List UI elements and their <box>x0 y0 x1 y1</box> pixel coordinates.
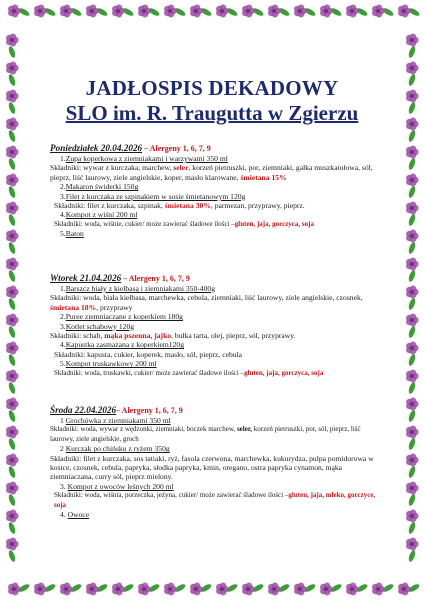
ingredients: Składniki: filet z kurczaka, sos tatiaki, ryż, fasola czerwona, marchewka, kukurydza, pulpa pomidorowa w kostce, czosnek, cebula, papryka, słodka papryka, kmin, oregano, ostra papryka cynamon, mąka ziemniaczana, curry sól, pieprz mielony. <box>50 453 374 482</box>
leaf-ornament <box>278 583 291 594</box>
flower-ornament <box>6 62 19 75</box>
dish-item: 4.Kapustka zasmażana z koperkiem120g <box>60 340 184 350</box>
leaf-ornament <box>122 583 135 594</box>
leaf-ornament <box>8 409 17 422</box>
leaf-ornament <box>44 7 57 18</box>
flower-ornament <box>242 5 255 18</box>
dish-item: 4.Kompot z wiśni 200 ml <box>60 210 138 220</box>
leaf-ornament <box>96 7 109 18</box>
flower-ornament <box>6 370 19 383</box>
flower-ornament <box>268 5 281 18</box>
leaf-ornament <box>330 583 343 594</box>
leaf-ornament <box>382 7 395 18</box>
flower-ornament <box>86 583 99 596</box>
school-name: SLO im. R. Traugutta w Zgierzu <box>65 101 359 125</box>
flower-ornament <box>190 583 203 596</box>
leaf-ornament <box>408 297 417 310</box>
flower-ornament <box>406 538 419 551</box>
day-wednesday <box>50 405 380 519</box>
flower-ornament <box>6 146 19 159</box>
flower-ornament <box>216 583 229 596</box>
flower-ornament <box>346 5 359 18</box>
leaf-ornament <box>408 157 417 170</box>
dish-item: 3. Kompot z owoców leśnych 200 ml <box>60 481 174 491</box>
day-heading: Wtorek 21.04.2026 – Alergeny 1, 6, 7, 9 <box>50 273 190 283</box>
dish-item: 1.Zupa koperkowa z ziemniakami i warzywami 350 ml <box>60 154 228 163</box>
flower-ornament <box>320 583 333 596</box>
leaf-ornament <box>174 7 187 18</box>
flower-ornament <box>406 286 419 299</box>
ingredients: Składniki: woda, wiśnie, cukier/ może zawierać śladowe ilości –gluten, jaja, gorczyca, soja <box>54 219 314 228</box>
flower-ornament <box>34 583 47 596</box>
leaf-ornament <box>8 465 17 478</box>
flower-ornament <box>112 5 125 18</box>
dish-item: 2 Kurczak po chińsku z ryżem 350g <box>60 444 170 454</box>
dish-item: 5.Baton <box>60 229 84 239</box>
leaf-ornament <box>8 185 17 198</box>
flower-ornament <box>242 583 255 596</box>
flower-ornament <box>320 5 333 18</box>
flower-ornament <box>6 342 19 355</box>
flower-ornament <box>406 62 419 75</box>
flower-ornament <box>406 398 419 411</box>
leaf-ornament <box>330 7 343 18</box>
leaf-ornament <box>8 325 17 338</box>
day-heading: Środa 22.04.2026– Alergeny 1, 6, 7, 9 <box>50 405 183 415</box>
leaf-ornament <box>408 185 417 198</box>
leaf-ornament <box>18 583 31 594</box>
flower-ornament <box>372 583 385 596</box>
dish-item: 1.Barszcz biały z kiełbasą i ziemniakami 350-400g <box>60 284 215 293</box>
leaf-ornament <box>70 583 83 594</box>
flower-ornament <box>268 583 281 596</box>
flower-ornament <box>190 5 203 18</box>
flower-ornament <box>406 454 419 467</box>
flower-ornament <box>406 426 419 439</box>
menu-title: JADŁOSPIS DEKADOWY <box>85 76 339 100</box>
leaf-ornament <box>8 353 17 366</box>
dish-item: 3.Filet z kurczaka ze szpinakiem w sosie śmietanowym 120g <box>60 191 246 201</box>
leaf-ornament <box>408 129 417 142</box>
leaf-ornament <box>8 437 17 450</box>
leaf-ornament <box>8 45 17 58</box>
leaf-ornament <box>226 583 239 594</box>
flower-ornament <box>346 583 359 596</box>
ingredients: Składniki: woda, wiśnia, porzeczka, jeżyna, cukier/ może zawierać śladowe ilości –gluten, jaja, mleko, gorczyce, soja <box>54 491 376 509</box>
flower-ornament <box>294 5 307 18</box>
leaf-ornament <box>408 493 417 506</box>
leaf-ornament <box>382 583 395 594</box>
leaf-ornament <box>252 583 265 594</box>
leaf-ornament <box>8 269 17 282</box>
ingredients: Składniki: woda, biała kiełbasa, marchewka, cebula, ziemniaki, liść laurowy, ziele angielskie, czosnek, śmietana 18%, przyprawy <box>50 293 363 312</box>
flower-ornament <box>6 482 19 495</box>
leaf-ornament <box>122 7 135 18</box>
flower-ornament <box>164 583 177 596</box>
leaf-ornament <box>408 213 417 226</box>
dish-item: 5.Kompot truskawkowy 200 ml <box>60 359 157 369</box>
leaf-ornament <box>200 7 213 18</box>
flower-ornament <box>164 5 177 18</box>
flower-ornament <box>60 583 73 596</box>
flower-ornament <box>6 258 19 271</box>
leaf-ornament <box>252 7 265 18</box>
day-heading: Poniedziałek 20.04.2026 – Alergeny 1, 6, 7, 9 <box>50 143 211 153</box>
leaf-ornament <box>18 7 31 18</box>
flower-ornament <box>372 5 385 18</box>
leaf-ornament <box>8 493 17 506</box>
leaf-ornament <box>44 583 57 594</box>
leaf-ornament <box>304 583 317 594</box>
leaf-ornament <box>408 549 417 562</box>
flower-ornament <box>6 230 19 243</box>
flower-ornament <box>406 482 419 495</box>
flower-ornament <box>406 342 419 355</box>
leaf-ornament <box>174 583 187 594</box>
leaf-ornament <box>148 7 161 18</box>
flower-ornament <box>6 314 19 327</box>
leaf-ornament <box>408 583 421 594</box>
flower-ornament <box>406 370 419 383</box>
flower-ornament <box>138 583 151 596</box>
leaf-ornament <box>356 7 369 18</box>
dish-item: 2.Makaron świderki 150g <box>60 182 139 192</box>
leaf-ornament <box>408 45 417 58</box>
flower-ornament <box>138 5 151 18</box>
day-monday <box>50 143 380 239</box>
flower-ornament <box>60 5 73 18</box>
flower-ornament <box>406 34 419 47</box>
flower-ornament <box>6 174 19 187</box>
ingredients: Składniki: woda, truskawki, cukier/ może zawierać śladowe ilości –gluten, jaja, gorczyca, soja <box>54 368 324 377</box>
leaf-ornament <box>278 7 291 18</box>
ingredients: Składniki: filet z kurczaka, szpinak, śmietana 30%, parmezan, przyprawy, pieprz. <box>54 201 305 211</box>
leaf-ornament <box>148 583 161 594</box>
flower-ornament <box>6 34 19 47</box>
flower-ornament <box>406 202 419 215</box>
day-tuesday <box>50 273 380 378</box>
leaf-ornament <box>408 353 417 366</box>
dish-item: 3.Kotlet schabowy 120g <box>60 321 135 331</box>
leaf-ornament <box>356 583 369 594</box>
flower-ornament <box>34 5 47 18</box>
leaf-ornament <box>8 129 17 142</box>
leaf-ornament <box>408 465 417 478</box>
ingredients: Składniki: schab, mąka pszenna, jajko, bułka tarta, olej, pieprz, sól, przyprawy. <box>50 331 296 341</box>
flower-ornament <box>406 258 419 271</box>
flower-ornament <box>406 174 419 187</box>
leaf-ornament <box>408 325 417 338</box>
flower-ornament <box>8 5 21 18</box>
leaf-ornament <box>408 241 417 254</box>
leaf-ornament <box>8 521 17 534</box>
flower-ornament <box>6 510 19 523</box>
flower-ornament <box>406 314 419 327</box>
leaf-ornament <box>200 583 213 594</box>
flower-ornament <box>6 454 19 467</box>
flower-ornament <box>406 146 419 159</box>
ingredients: Składniki: kapusta, cukier, koperek, masło, sól, pieprz, cebula <box>54 349 243 359</box>
leaf-ornament <box>8 297 17 310</box>
flower-ornament <box>6 398 19 411</box>
leaf-ornament <box>8 241 17 254</box>
leaf-ornament <box>8 213 17 226</box>
flower-ornament <box>6 202 19 215</box>
leaf-ornament <box>408 269 417 282</box>
flower-ornament <box>6 538 19 551</box>
ingredients: Składniki: woda, wywar z wędzonki, ziemniaki, boczek marchew, seler, korzeń pietruszki, por, sól, pieprz, liść laurowy, ziele angielskie, groch <box>50 425 361 443</box>
flower-ornament <box>112 583 125 596</box>
leaf-ornament <box>408 381 417 394</box>
leaf-ornament <box>8 157 17 170</box>
leaf-ornament <box>408 7 421 18</box>
leaf-ornament <box>96 583 109 594</box>
flower-ornament <box>216 5 229 18</box>
leaf-ornament <box>8 549 17 562</box>
flower-ornament <box>398 5 411 18</box>
leaf-ornament <box>70 7 83 18</box>
flower-ornament <box>6 286 19 299</box>
leaf-ornament <box>408 521 417 534</box>
flower-ornament <box>294 583 307 596</box>
leaf-ornament <box>408 409 417 422</box>
dish-item: 1 Grochówka z ziemniakami 350 ml <box>60 416 171 425</box>
flower-ornament <box>398 583 411 596</box>
leaf-ornament <box>8 381 17 394</box>
flower-ornament <box>406 230 419 243</box>
flower-ornament <box>406 510 419 523</box>
dish-item: 2.Puree ziemniaczane z koperkiem 180g <box>60 312 183 322</box>
leaf-ornament <box>408 437 417 450</box>
dish-item: 4. Owoce <box>60 510 90 520</box>
ingredients: Składniki: wywar z kurczaka, marchew, seler, korzeń pietruszki, por, ziemniaki, gałka muszkatołowa, sól, pieprz, liść laurowy, ziele angielskie, koper, masło klarowane, śmietana 15% <box>50 163 373 182</box>
leaf-ornament <box>226 7 239 18</box>
leaf-ornament <box>304 7 317 18</box>
flower-ornament <box>86 5 99 18</box>
flower-ornament <box>6 426 19 439</box>
flower-ornament <box>8 583 21 596</box>
